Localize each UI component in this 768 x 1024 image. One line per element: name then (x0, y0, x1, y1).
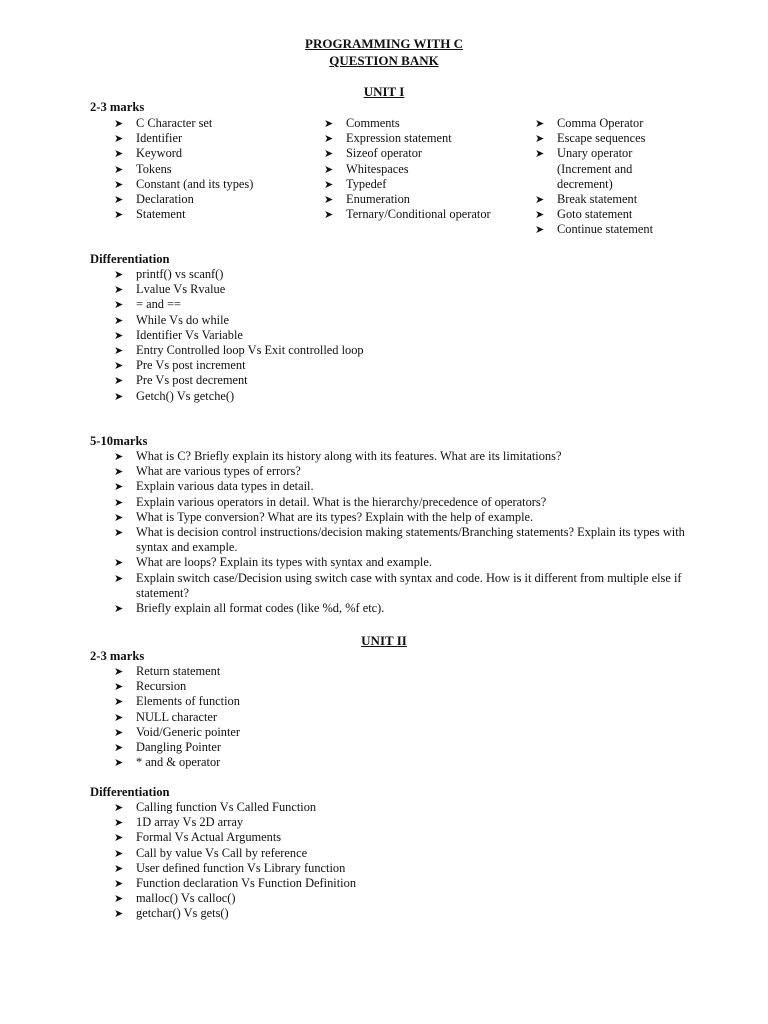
arrowhead-bullet-icon: ➤ (114, 177, 124, 191)
unit2-short-list (114, 664, 694, 770)
arrowhead-bullet-icon: ➤ (324, 132, 334, 146)
arrowhead-bullet-icon: ➤ (114, 283, 124, 297)
unit1-diff-heading: Differentiation (90, 252, 170, 266)
arrowhead-bullet-icon: ➤ (535, 208, 545, 222)
unit2-diff-heading: Differentiation (90, 785, 170, 799)
list-item-text: Comma Operator (557, 116, 644, 130)
unit1-short-heading: 2-3 marks (90, 100, 145, 114)
list-item (114, 555, 694, 570)
list-item (114, 449, 694, 464)
list-item-text: Escape sequences (557, 131, 646, 146)
arrowhead-bullet-icon: ➤ (114, 695, 124, 709)
unit1-short-list-col1 (114, 116, 304, 222)
list-item (114, 313, 694, 328)
list-item-text: Declaration (136, 192, 194, 207)
list-item (114, 664, 694, 679)
arrowhead-bullet-icon: ➤ (324, 162, 334, 176)
list-item (114, 710, 694, 725)
list-item-text: = and == (136, 297, 182, 312)
list-item (114, 146, 304, 161)
arrowhead-bullet-icon: ➤ (114, 510, 124, 524)
list-item-text: What are various types of errors? (136, 464, 301, 479)
list-item (535, 131, 675, 146)
list-item (114, 328, 694, 343)
list-item-text: Continue statement (557, 222, 654, 237)
arrowhead-bullet-icon: ➤ (114, 526, 124, 540)
list-item (114, 830, 694, 845)
arrowhead-bullet-icon: ➤ (114, 117, 124, 130)
list-item (114, 755, 694, 770)
arrowhead-bullet-icon: ➤ (114, 313, 124, 327)
arrowhead-bullet-icon: ➤ (114, 602, 124, 616)
arrowhead-bullet-icon: ➤ (114, 801, 124, 814)
arrowhead-bullet-icon: ➤ (114, 710, 124, 724)
list-item-text: Lvalue Vs Rvalue (136, 282, 226, 297)
list-item (114, 876, 694, 891)
list-item-text: Entry Controlled loop Vs Exit controlled loop (136, 343, 364, 358)
arrowhead-bullet-icon: ➤ (114, 556, 124, 570)
arrowhead-bullet-icon: ➤ (114, 495, 124, 509)
list-item (114, 131, 304, 146)
list-item-text: Explain switch case/Decision using switch case with syntax and code. How is it different from multiple else if statement? (136, 570, 682, 600)
list-item (114, 282, 694, 297)
arrowhead-bullet-icon: ➤ (114, 665, 124, 678)
list-item-text: While Vs do while (136, 312, 230, 327)
list-item (114, 297, 694, 312)
list-item-text: Unary operator (Increment and decrement) (557, 146, 633, 191)
list-item (535, 222, 675, 237)
list-item-text: Constant (and its types) (136, 176, 254, 191)
list-item-text: Enumeration (346, 192, 410, 207)
list-item (114, 815, 694, 830)
list-item (324, 192, 514, 207)
arrowhead-bullet-icon: ➤ (114, 359, 124, 373)
arrowhead-bullet-icon: ➤ (114, 208, 124, 222)
list-item-text: What is decision control instructions/decision making statements/Branching statements? Explain its types with syntax and example. (136, 525, 685, 555)
list-item (114, 343, 694, 358)
arrowhead-bullet-icon: ➤ (114, 680, 124, 694)
arrowhead-bullet-icon: ➤ (114, 268, 124, 281)
unit2-heading: UNIT II (361, 633, 407, 648)
list-item (114, 373, 694, 388)
arrowhead-bullet-icon: ➤ (535, 117, 545, 130)
list-item-text: 1D array Vs 2D array (136, 815, 244, 830)
list-item (114, 571, 694, 601)
list-item (114, 192, 304, 207)
list-item (324, 162, 514, 177)
unit2-diff-list (114, 800, 694, 922)
arrowhead-bullet-icon: ➤ (535, 193, 545, 207)
arrowhead-bullet-icon: ➤ (114, 374, 124, 388)
list-item (114, 207, 304, 222)
unit1-short-list-col3 (535, 116, 675, 238)
arrowhead-bullet-icon: ➤ (114, 571, 124, 585)
list-item-text: Function declaration Vs Function Definition (136, 876, 357, 891)
list-item-text: User defined function Vs Library function (136, 860, 346, 875)
arrowhead-bullet-icon: ➤ (324, 208, 334, 222)
arrowhead-bullet-icon: ➤ (114, 147, 124, 161)
list-item (114, 267, 694, 282)
list-item-text: printf() vs scanf() (136, 267, 224, 281)
list-item (535, 207, 675, 222)
arrowhead-bullet-icon: ➤ (114, 725, 124, 739)
list-item-text: Explain various operators in detail. What is the hierarchy/precedence of operators? (136, 494, 547, 509)
arrowhead-bullet-icon: ➤ (114, 480, 124, 494)
arrowhead-bullet-icon: ➤ (114, 344, 124, 358)
list-item (114, 389, 694, 404)
arrowhead-bullet-icon: ➤ (114, 465, 124, 479)
list-item-text: Pre Vs post decrement (136, 373, 248, 388)
list-item-text: Sizeof operator (346, 146, 423, 161)
list-item (114, 495, 694, 510)
arrowhead-bullet-icon: ➤ (324, 147, 334, 161)
unit1-long-heading: 5-10marks (90, 434, 148, 448)
arrowhead-bullet-icon: ➤ (114, 846, 124, 860)
arrowhead-bullet-icon: ➤ (114, 328, 124, 342)
list-item-text: Calling function Vs Called Function (136, 800, 317, 814)
arrowhead-bullet-icon: ➤ (324, 117, 334, 130)
list-item (114, 358, 694, 373)
arrowhead-bullet-icon: ➤ (324, 193, 334, 207)
list-item (114, 846, 694, 861)
list-item-text: Typedef (346, 176, 387, 191)
arrowhead-bullet-icon: ➤ (114, 298, 124, 312)
list-item (114, 510, 694, 525)
list-item (324, 146, 514, 161)
arrowhead-bullet-icon: ➤ (114, 816, 124, 830)
list-item-text: Expression statement (346, 131, 452, 146)
list-item-text: NULL character (136, 709, 218, 724)
list-item-text: Void/Generic pointer (136, 724, 241, 739)
list-item (114, 694, 694, 709)
list-item (114, 464, 694, 479)
arrowhead-bullet-icon: ➤ (114, 907, 124, 921)
list-item-text: Return statement (136, 664, 221, 678)
list-item (114, 906, 694, 921)
list-item-text: Keyword (136, 146, 183, 161)
list-item-text: Whitespaces (346, 161, 409, 176)
list-item-text: Tokens (136, 161, 172, 176)
arrowhead-bullet-icon: ➤ (114, 450, 124, 463)
unit1-short-list-col2 (324, 116, 514, 222)
list-item-text: Recursion (136, 679, 187, 694)
list-item (114, 177, 304, 192)
unit1-diff-list (114, 267, 694, 404)
list-item-text: Goto statement (557, 207, 633, 222)
list-item-text: What is Type conversion? What are its types? Explain with the help of example. (136, 509, 534, 524)
list-item-text: Elements of function (136, 694, 240, 709)
list-item (114, 861, 694, 876)
arrowhead-bullet-icon: ➤ (114, 877, 124, 891)
list-item (114, 891, 694, 906)
list-item-text: Statement (136, 207, 186, 222)
arrowhead-bullet-icon: ➤ (535, 147, 545, 161)
list-item-text: Break statement (557, 192, 638, 207)
unit2-short-heading: 2-3 marks (90, 649, 145, 663)
arrowhead-bullet-icon: ➤ (324, 177, 334, 191)
list-item (114, 740, 694, 755)
list-item-text: Dangling Pointer (136, 740, 222, 755)
list-item-text: Explain various data types in detail. (136, 479, 314, 494)
list-item (114, 116, 304, 131)
list-item (324, 177, 514, 192)
arrowhead-bullet-icon: ➤ (114, 831, 124, 845)
arrowhead-bullet-icon: ➤ (114, 756, 124, 770)
list-item-text: Comments (346, 116, 400, 130)
arrowhead-bullet-icon: ➤ (114, 193, 124, 207)
list-item-text: malloc() Vs calloc() (136, 891, 236, 906)
arrowhead-bullet-icon: ➤ (114, 132, 124, 146)
list-item-text: Ternary/Conditional operator (346, 207, 491, 222)
list-item-text: Pre Vs post increment (136, 358, 246, 373)
list-item (535, 146, 675, 192)
list-item (114, 601, 694, 616)
list-item-text: Formal Vs Actual Arguments (136, 830, 282, 845)
arrowhead-bullet-icon: ➤ (535, 132, 545, 146)
list-item (114, 525, 694, 555)
list-item (324, 131, 514, 146)
list-item-text: C Character set (136, 116, 213, 130)
list-item (114, 725, 694, 740)
list-item-text: Identifier (136, 131, 183, 146)
list-item-text: What are loops? Explain its types with syntax and example. (136, 555, 432, 570)
list-item (324, 116, 514, 131)
arrowhead-bullet-icon: ➤ (114, 892, 124, 906)
list-item-text: Call by value Vs Call by reference (136, 845, 308, 860)
list-item-text: Getch() Vs getche() (136, 388, 235, 403)
list-item-text: Briefly explain all format codes (like %d, %f etc). (136, 601, 385, 616)
list-item (324, 207, 514, 222)
list-item-text: getchar() Vs gets() (136, 906, 229, 921)
unit1-long-list (114, 449, 694, 616)
document-title: PROGRAMMING WITH C (305, 36, 463, 51)
list-item-text: Identifier Vs Variable (136, 327, 243, 342)
list-item (114, 800, 694, 815)
unit1-heading: UNIT I (363, 84, 405, 99)
arrowhead-bullet-icon: ➤ (114, 741, 124, 755)
list-item (535, 192, 675, 207)
document-subtitle: QUESTION BANK (329, 53, 439, 68)
list-item-text: * and & operator (136, 755, 221, 770)
arrowhead-bullet-icon: ➤ (114, 389, 124, 403)
arrowhead-bullet-icon: ➤ (114, 861, 124, 875)
arrowhead-bullet-icon: ➤ (114, 162, 124, 176)
list-item (535, 116, 675, 131)
list-item (114, 479, 694, 494)
list-item-text: What is C? Briefly explain its history along with its features. What are its limitations? (136, 449, 562, 463)
list-item (114, 679, 694, 694)
list-item (114, 162, 304, 177)
arrowhead-bullet-icon: ➤ (535, 223, 545, 237)
